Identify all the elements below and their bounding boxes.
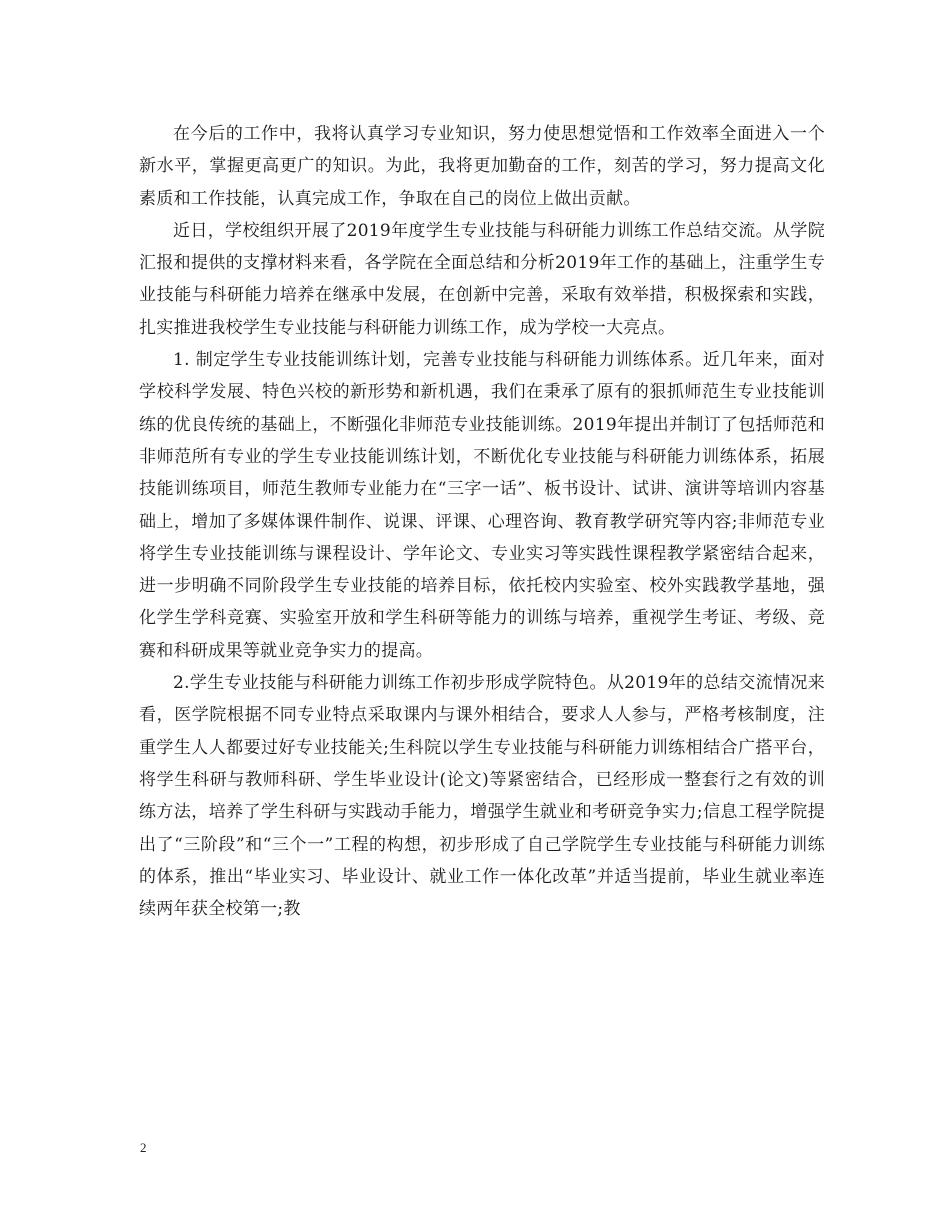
paragraph-1: 在今后的工作中，我将认真学习专业知识，努力使思想觉悟和工作效率全面进入一个新水平，掌握更高更广的知识。为此，我将更加勤奋的工作，刻苦的学习，努力提高文化素质和工作技能，认真完成工作，争取在自己的岗位上做出贡献。	[139, 124, 825, 209]
paragraph-2: 近日，学校组织开展了2019年度学生专业技能与科研能力训练工作总结交流。从学院汇报和提供的支撑材料来看，各学院在全面总结和分析2019年工作的基础上，注重学生专业技能与科研能力培养在继承中发展，在创新中完善，采取有效举措，积极探索和实践，扎实推进我校学生专业技能与科研能力训练工作，成为学校一大亮点。	[139, 220, 825, 338]
paragraph-4: 2.学生专业技能与科研能力训练工作初步形成学院特色。从2019年的总结交流情况来看，医学院根据不同专业特点采取课内与课外相结合，要求人人参与，严格考核制度，注重学生人人都要过好专业技能关;生科院以学生专业技能与科研能力训练相结合广搭平台，将学生科研与教师科研、学生毕业设计(论文)等紧密结合，已经形成一整套行之有效的训练方法，培养了学生科研与实践动手能力，增强学生就业和考研竞争实力;信息工程学院提出了“三阶段”和“三个一”工程的构想，初步形成了自己学院学生专业技能与科研能力训练的体系，推出“毕业实习、毕业设计、就业工作一体化改革”并适当提前，毕业生就业率连续两年获全校第一;教	[139, 673, 825, 920]
document-body	[139, 118, 825, 925]
paragraph-3: 1. 制定学生专业技能训练计划，完善专业技能与科研能力训练体系。近几年来，面对学校科学发展、特色兴校的新形势和新机遇，我们在秉承了原有的狠抓师范生专业技能训练的优良传统的基础上，不断强化非师范专业技能训练。2019年提出并制订了包括师范和非师范所有专业的学生专业技能训练计划，不断优化专业技能与科研能力训练体系，拓展技能训练项目，师范生教师专业能力在“三字一话”、板书设计、试讲、演讲等培训内容基础上，增加了多媒体课件制作、说课、评课、心理咨询、教育教学研究等内容;非师范专业将学生专业技能训练与课程设计、学年论文、专业实习等实践性课程教学紧密结合起来，进一步明确不同阶段学生专业技能的培养目标，依托校内实验室、校外实践教学基地，强化学生学科竞赛、实验室开放和学生科研等能力的训练与培养，重视学生考证、考级、竞赛和科研成果等就业竞争实力的提高。	[139, 350, 825, 661]
page-number: 2	[140, 1140, 147, 1155]
